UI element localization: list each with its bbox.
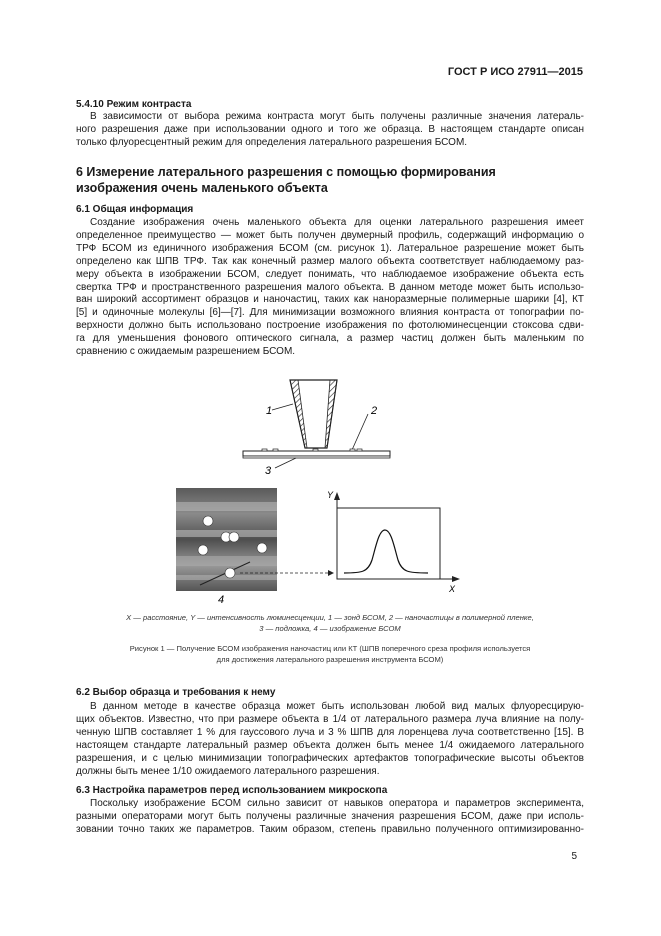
text-line: определенное преимущество — может быть получен двумерный профиль, содержащий информацию о — [76, 229, 584, 241]
text-line: зовании точно таких же параметров. Таким образом, степень правильно полученного оптимизированно- — [76, 823, 584, 835]
text-line: настоящем стандарте латеральный размер объекта должен быть менее 1/4 ожидаемого латерального — [76, 739, 584, 751]
text-line: должны быть менее 1/10 ожидаемого латерального разрешения. — [76, 765, 380, 777]
substrate-drawing — [243, 449, 390, 458]
heading-6-1: 6.1 Общая информация — [76, 204, 194, 215]
text-line: ченную ШПВ составляет 1 % для гауссового луча и 3 % ШПВ для лоренцева луча соответственно [15]. В — [76, 726, 584, 738]
text-line: [5] и одиночные молекулы [6]—[7]. Для минимизации возможного влияния контраста от топографии по- — [76, 307, 584, 319]
heading-5-4-10: 5.4.10 Режим контраста — [76, 99, 192, 110]
text-line: свертка ТРФ и пространственного разрешения малого объекта. В данном методе может быть использо- — [76, 281, 584, 293]
text-line: Поскольку изображение БСОМ сильно зависит от навыков оператора и параметров эксперимента, — [90, 798, 584, 809]
heading-section-6 — [76, 164, 586, 196]
legend-line: X — расстояние, Y — интенсивность люминесценции, 1 — зонд БСОМ, 2 — наночастицы в полимерной пленке, — [126, 613, 534, 622]
heading-line: 6 Измерение латерального разрешения с помощью формирования — [76, 165, 496, 179]
text-line: ТРФ БСОМ из единичного изображения БСОМ (см. рисунок 1). Латеральное разрешение может быть — [76, 242, 584, 254]
text-line: ного разрешения даже при использовании одного и того же образца. В настоящем стандарте описан — [76, 123, 584, 135]
paragraph-6-3 — [76, 798, 584, 837]
figure-legend — [40, 612, 620, 634]
heading-line: изображения очень маленького объекта — [76, 181, 328, 195]
figure-1 — [0, 370, 661, 610]
figure-caption — [40, 643, 620, 665]
label-substrate: 3 — [265, 465, 272, 477]
document-header: ГОСТ Р ИСО 27911—2015 — [447, 66, 583, 78]
label-probe: 1 — [266, 405, 273, 417]
bsom-image — [176, 488, 277, 591]
profile-plot — [334, 492, 460, 582]
text-line: меру объекта в изображении БСОМ, следует понимать, что наблюдаемое изображение объекта есть — [76, 268, 584, 280]
page-number: 5 — [571, 851, 577, 862]
probe-drawing — [290, 380, 337, 448]
label-image: 4 — [218, 594, 225, 606]
label-x-axis: X — [449, 584, 456, 594]
heading-6-3: 6.3 Настройка параметров перед использованием микроскопа — [76, 785, 388, 796]
paragraph-5-4-10 — [76, 111, 584, 150]
text-line: Создание изображения очень маленького объекта для оценки латерального разрешения имеет — [90, 217, 584, 228]
text-line: сравнению с ожидаемым разрешением БСОМ. — [76, 346, 296, 358]
caption-line: Рисунок 1 — Получение БСОМ изображения наночастиц или КТ (ШПВ поперечного среза профиля используется — [129, 644, 531, 653]
paragraph-6-2 — [76, 701, 584, 778]
text-line: В данном методе в качестве образца может быть использован любой вид малых флуоресцирую- — [90, 701, 584, 712]
legend-line: 3 — подложка, 4 — изображение БСОМ — [259, 624, 401, 633]
text-line: разрешения, и с целью минимизации топографических артефактов топографические высоты объектов — [76, 752, 584, 764]
text-line: определено как ШПВ ТРФ. Так как конечный размер малого объекта соответствует наблюдаемому раз- — [76, 255, 584, 267]
label-y-axis: Y — [327, 490, 334, 500]
caption-line: для достижения латерального разрешения инструмента БСОМ) — [216, 655, 444, 664]
text-line: только флуоресцентный режим для определения латерального разрешения БСОМ. — [76, 136, 468, 148]
text-line: щих объектов. Известно, что при размере объекта в 1/4 от латерального размера луча влияние на полу- — [76, 713, 584, 725]
label-nanoparticles: 2 — [371, 405, 378, 417]
text-line: В зависимости от выбора режима контраста могут быть получены различные значения латераль- — [90, 111, 584, 122]
text-line: ван широкий ассортимент образцов и наночастиц, таких как наноразмерные полимерные шарики [4], КТ — [76, 294, 584, 306]
text-line: га для уменьшения фонового оптического сигнала, а размер частиц должен быть маленьким по — [76, 333, 584, 345]
paragraph-6-1 — [76, 217, 584, 359]
heading-6-2: 6.2 Выбор образца и требования к нему — [76, 687, 276, 698]
text-line: разными операторами могут быть получены различные значения разрешения БСОМ, даже при исполь- — [76, 810, 584, 822]
text-line: верхности должно быть использовано построение изображения по фотолюминесценции стоксова сдви- — [76, 320, 584, 332]
